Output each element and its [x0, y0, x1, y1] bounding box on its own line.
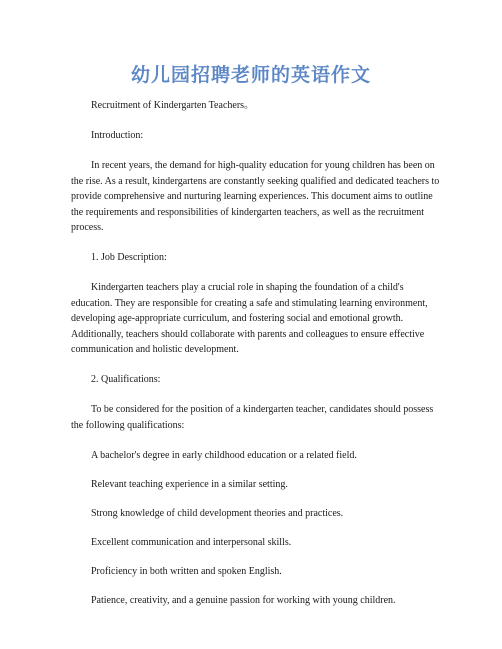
qualification-item: Relevant teaching experience in a similar setting. [91, 478, 288, 490]
qualification-item: Patience, creativity, and a genuine passion for working with young children. [91, 594, 396, 606]
qualification-item: A bachelor's degree in early childhood education or a related field. [91, 449, 357, 461]
qualification-item: Excellent communication and interpersonal skills. [91, 536, 292, 548]
document-heading: Recruitment of Kindergarten Teachers。 [91, 100, 255, 111]
qualification-item: Proficiency in both written and spoken English. [91, 565, 282, 577]
qualifications-paragraph: To be considered for the position of a kindergarten teacher, candidates should possess the following qualifications: [71, 404, 434, 431]
job-description-paragraph: Kindergarten teachers play a crucial role in shaping the foundation of a child's education. They are responsible for creating a safe and stimulating learning environment, developing age-appropriate curriculum, and fostering social and emotional growth. Additionally, teachers should collaborate with parents and colleagues to ensure effective communication and holistic development. [71, 282, 428, 355]
document-body [71, 98, 441, 622]
qualification-item: Strong knowledge of child development theories and practices. [91, 507, 344, 519]
page-title: 幼儿园招聘老师的英语作文 [130, 64, 371, 86]
section-label-qualifications: 2. Qualifications: [91, 374, 161, 385]
section-label-job-description: 1. Job Description: [91, 252, 167, 263]
intro-paragraph: In recent years, the demand for high-quality education for young children has been on the rise. As a result, kindergartens are constantly seeking qualified and dedicated teachers to provide comprehensive and nurturing learning experiences. This document aims to outline the requirements and responsibilities of kindergarten teachers, as well as the recruitment process. [71, 160, 440, 233]
section-label-introduction: Introduction: [91, 130, 144, 141]
